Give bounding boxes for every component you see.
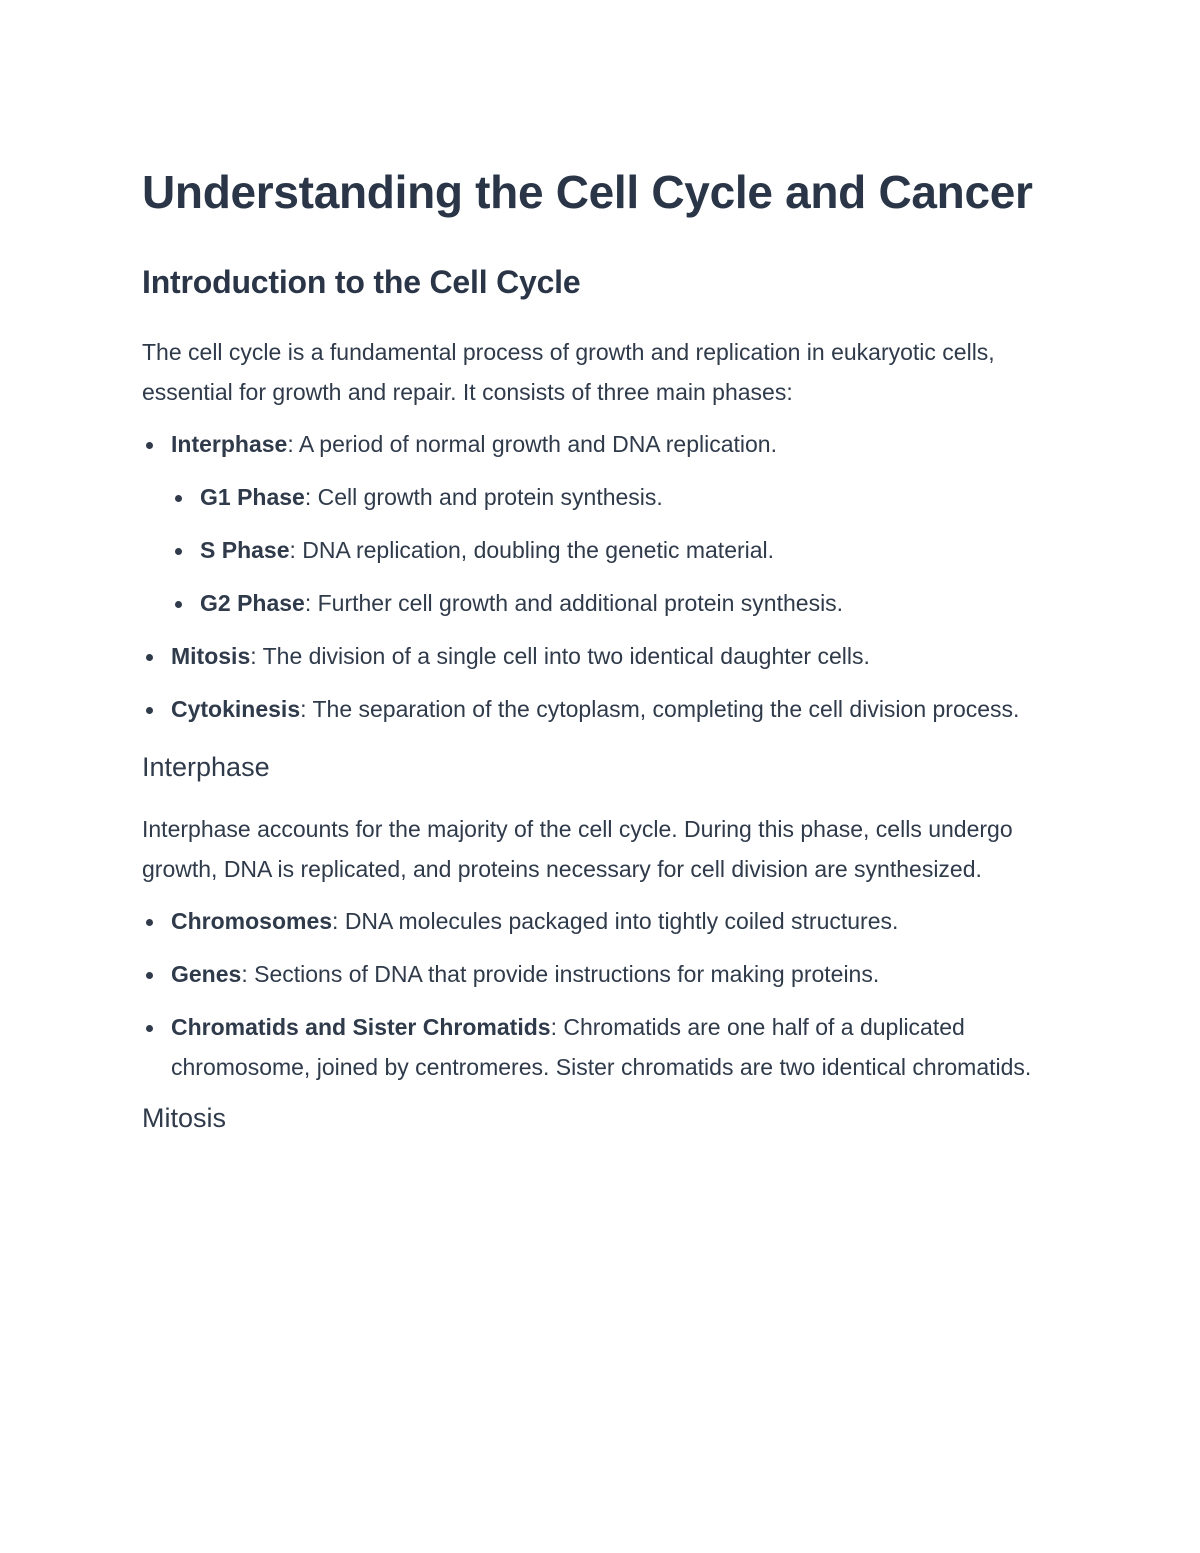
subsection-heading-mitosis: Mitosis — [142, 1103, 227, 1133]
phases-list — [142, 424, 1062, 729]
term: Chromosomes — [171, 908, 333, 934]
definition: : Cell growth and protein synthesis. — [304, 484, 663, 510]
document-title: Understanding the Cell Cycle and Cancer — [142, 166, 1033, 218]
list-item-cytokinesis — [142, 689, 1062, 729]
definition: : DNA molecules packaged into tightly coiled structures. — [332, 908, 899, 934]
term: Cytokinesis — [171, 696, 301, 722]
term: Chromatids and Sister Chromatids — [171, 1014, 551, 1040]
bullet-icon — [175, 601, 182, 608]
definition: : A period of normal growth and DNA replication. — [287, 431, 777, 457]
subsection-heading-interphase: Interphase — [142, 752, 270, 782]
bullet-icon — [146, 1025, 153, 1032]
document-page — [142, 160, 1062, 1136]
definition: : Chromatids are one half of a duplicated chromosome, joined by centromeres. Sister chromatids are two identical chromatids. — [171, 1014, 1032, 1080]
list-item-genes — [142, 954, 1062, 994]
definition: : Further cell growth and additional protein synthesis. — [304, 590, 844, 616]
term: G1 Phase — [200, 484, 305, 510]
intro-paragraph: The cell cycle is a fundamental process of growth and replication in eukaryotic cells, essential for growth and repair. It consists of three main phases: — [142, 339, 995, 405]
bullet-icon — [146, 654, 153, 661]
bullet-icon — [146, 919, 153, 926]
list-item-mitosis — [142, 636, 1062, 676]
term: Interphase — [171, 431, 288, 457]
interphase-terms-list — [142, 901, 1062, 1087]
term: S Phase — [200, 537, 290, 563]
definition: : The separation of the cytoplasm, completing the cell division process. — [300, 696, 1020, 722]
definition: : DNA replication, doubling the genetic material. — [289, 537, 775, 563]
list-item-g2 — [171, 583, 1062, 623]
list-item-g1 — [171, 477, 1062, 517]
list-item-s — [171, 530, 1062, 570]
subphases-list — [171, 477, 1062, 623]
bullet-icon — [146, 442, 153, 449]
definition: : The division of a single cell into two identical daughter cells. — [250, 643, 870, 669]
term: G2 Phase — [200, 590, 305, 616]
list-item-interphase — [142, 424, 1062, 623]
bullet-icon — [175, 495, 182, 502]
bullet-icon — [146, 707, 153, 714]
list-item-chromosomes — [142, 901, 1062, 941]
bullet-icon — [175, 548, 182, 555]
definition: : Sections of DNA that provide instructions for making proteins. — [241, 961, 880, 987]
interphase-paragraph: Interphase accounts for the majority of the cell cycle. During this phase, cells undergo growth, DNA is replicated, and proteins necessary for cell division are synthesized. — [142, 816, 1013, 882]
term: Genes — [171, 961, 242, 987]
term: Mitosis — [171, 643, 251, 669]
section-heading-intro: Introduction to the Cell Cycle — [142, 264, 581, 300]
bullet-icon — [146, 972, 153, 979]
list-item-chromatids — [142, 1007, 1062, 1087]
